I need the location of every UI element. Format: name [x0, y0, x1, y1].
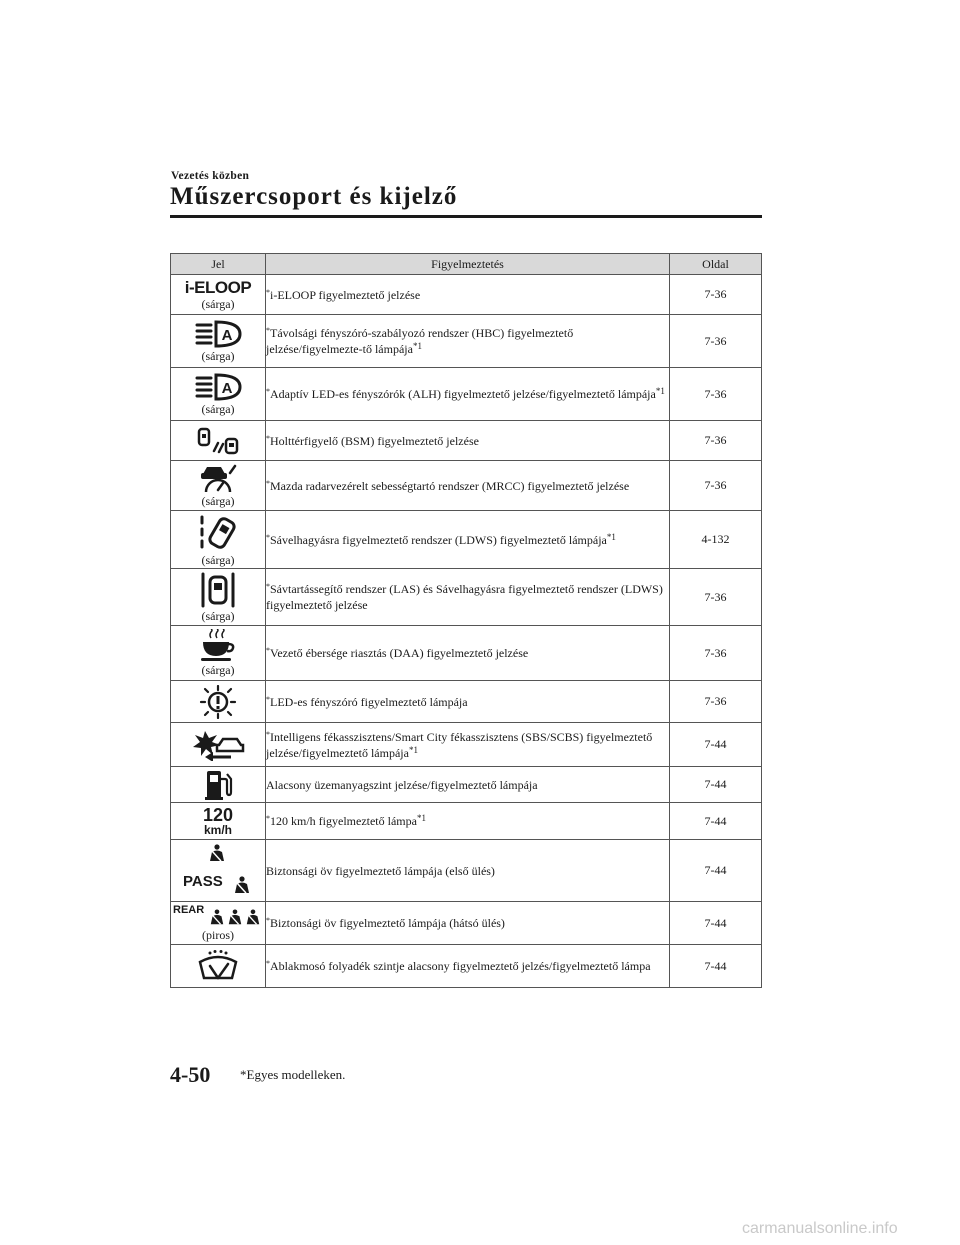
- warning-signals-table: [170, 253, 762, 988]
- page-ref: 7-36: [670, 368, 762, 421]
- asterisk: *: [266, 433, 270, 443]
- color-label: (sárga): [201, 402, 235, 416]
- page-ref: 7-44: [670, 840, 762, 902]
- table-row: [171, 681, 762, 723]
- column-header-warning: Figyelmeztetés: [266, 254, 670, 275]
- footnote-ref: *1: [416, 813, 426, 823]
- page-ref: 7-36: [670, 681, 762, 723]
- asterisk: *: [266, 729, 270, 739]
- seatbelt-person-icon: [209, 909, 225, 927]
- high-beam-auto-icon: [194, 319, 242, 349]
- table-row: [171, 315, 762, 368]
- warning-text: Holttérfigyelő (BSM) figyelmeztető jelzése: [270, 433, 479, 448]
- warning-text: Biztonsági öv figyelmeztető lámpája (hátsó ülés): [270, 916, 505, 930]
- svg-text:A: A: [221, 380, 233, 397]
- table-row: [171, 461, 762, 511]
- asterisk: *: [266, 478, 270, 488]
- table-row: [171, 767, 762, 803]
- coffee-cup-icon: [199, 629, 237, 663]
- table-row: [171, 626, 762, 681]
- table-row: [171, 421, 762, 461]
- asterisk: *: [266, 532, 270, 542]
- page-number: 4-50: [170, 1062, 211, 1087]
- asterisk: *: [266, 326, 270, 335]
- led-headlight-warning-icon: [199, 685, 237, 719]
- warning-text: Távolsági fényszóró-szabályozó rendszer (HBC) figyelmeztető jelzése/figyelmezte-tő lámpája: [266, 326, 574, 356]
- rear-label: REAR: [173, 904, 205, 916]
- asterisk: *: [266, 959, 270, 968]
- seatbelt-person-icon: [208, 844, 226, 864]
- color-label: (sárga): [201, 552, 235, 567]
- warning-text: Adaptív LED-es fényszórók (ALH) figyelmeztető jelzése/figyelmeztető lámpája: [270, 387, 656, 401]
- seatbelt-rear-icon: [173, 904, 263, 928]
- seatbelt-front-icon: [183, 844, 253, 898]
- footnote: *Egyes modelleken.: [240, 1067, 346, 1082]
- color-label: (piros): [202, 928, 234, 942]
- warning-text: 120 km/h figyelmeztető lámpa: [270, 814, 417, 828]
- asterisk: *: [266, 287, 270, 297]
- footnote-ref: *1: [606, 531, 616, 542]
- page-ref: 7-36: [670, 421, 762, 461]
- color-label: (sárga): [201, 297, 235, 311]
- smart-brake-icon: [191, 729, 245, 761]
- color-label: (sárga): [201, 609, 235, 623]
- speed-unit: km/h: [203, 822, 232, 837]
- warning-text: Biztonsági öv figyelmeztető lámpája (első ülés): [266, 863, 495, 878]
- lane-departure-icon: [198, 513, 238, 553]
- table-row: [171, 945, 762, 988]
- table-row: [171, 840, 762, 902]
- page-ref: 7-44: [670, 803, 762, 840]
- table-row: [171, 902, 762, 945]
- column-header-symbol: Jel: [171, 254, 266, 275]
- asterisk: *: [266, 916, 270, 925]
- asterisk: *: [266, 387, 270, 396]
- color-label: (sárga): [201, 493, 235, 508]
- warning-text: Mazda radarvezérelt sebességtartó rendszer (MRCC) figyelmeztető jelzése: [270, 478, 630, 493]
- speed-120-icon: [171, 806, 265, 837]
- section-label: Vezetés közben: [171, 170, 250, 182]
- i-eloop-icon: i-ELOOP: [184, 278, 252, 297]
- page-ref: 7-36: [670, 626, 762, 681]
- watermark: carmanualsonline.info: [742, 1220, 898, 1237]
- page-ref: 7-36: [670, 569, 762, 626]
- lane-keep-assist-icon: [199, 571, 237, 609]
- footnote-ref: *1: [412, 341, 422, 351]
- page-ref: 7-44: [670, 723, 762, 767]
- page-title: Műszercsoport és kijelző: [170, 183, 458, 210]
- blind-spot-icon: [196, 427, 240, 455]
- page-ref: 7-44: [670, 902, 762, 945]
- asterisk: *: [266, 582, 270, 591]
- color-label: (sárga): [201, 663, 235, 677]
- warning-text: Vezető ébersége riasztás (DAA) figyelmeztető jelzése: [270, 646, 529, 660]
- pass-label: PASS: [183, 872, 223, 890]
- page-ref: 7-36: [670, 315, 762, 368]
- adaptive-led-headlight-icon: [194, 372, 242, 402]
- page-ref: 7-36: [670, 275, 762, 315]
- warning-text: Intelligens fékasszisztens/Smart City fékasszisztens (SBS/SCBS) figyelmeztető jelzése/figyelmeztető lámpája: [266, 729, 653, 760]
- page-ref: 7-36: [670, 461, 762, 511]
- table-row: [171, 368, 762, 421]
- asterisk: *: [266, 646, 270, 655]
- radar-cruise-icon: [197, 464, 239, 494]
- warning-text: Ablakmosó folyadék szintje alacsony figyelmeztető jelzés/figyelmeztető lámpa: [270, 959, 651, 973]
- page-ref: 7-44: [670, 767, 762, 803]
- seatbelt-person-icon: [245, 909, 261, 927]
- warning-text: Alacsony üzemanyagszint jelzése/figyelmeztető lámpája: [266, 777, 538, 792]
- warning-text: i-ELOOP figyelmeztető jelzése: [270, 287, 421, 302]
- table-row: [171, 569, 762, 626]
- table-header-row: [171, 254, 762, 275]
- table-row: [171, 511, 762, 569]
- table-row: [171, 803, 762, 840]
- warning-text: Sávtartássegítő rendszer (LAS) és Sávelhagyásra figyelmeztető rendszer (LDWS) figyelmeztető jelzése: [266, 582, 663, 612]
- page-ref: 4-132: [670, 511, 762, 569]
- table-row: [171, 275, 762, 315]
- washer-fluid-icon: [196, 950, 240, 982]
- asterisk: *: [266, 694, 270, 704]
- footnote-ref: *1: [408, 744, 418, 755]
- warning-text: LED-es fényszóró figyelmeztető lámpája: [270, 694, 468, 709]
- asterisk: *: [266, 814, 270, 823]
- table-row: [171, 723, 762, 767]
- warning-text: Sávelhagyásra figyelmeztető rendszer (LDWS) figyelmeztető lámpája: [270, 532, 607, 547]
- page-ref: 7-44: [670, 945, 762, 988]
- footnote-ref: *1: [655, 386, 665, 396]
- title-rule: [170, 215, 762, 218]
- svg-text:A: A: [221, 327, 233, 344]
- speed-value: 120: [202, 804, 234, 825]
- column-header-page: Oldal: [670, 254, 762, 275]
- color-label: (sárga): [201, 349, 235, 363]
- seatbelt-person-icon: [233, 876, 251, 896]
- fuel-pump-icon: [203, 770, 233, 800]
- seatbelt-person-icon: [227, 909, 243, 927]
